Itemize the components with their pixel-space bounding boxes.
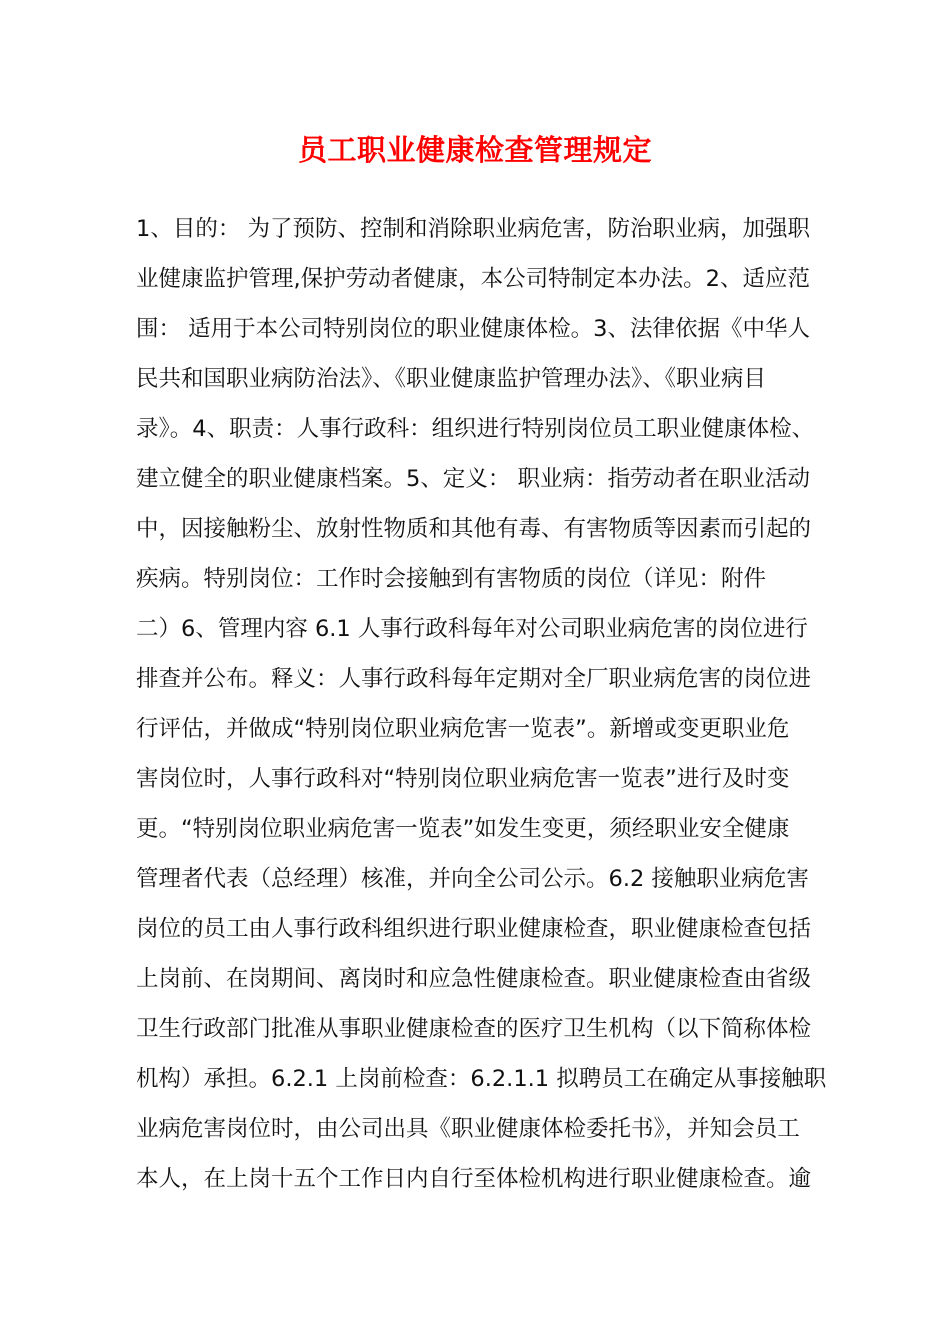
- body-line-7: 中，因接触粉尘、放射性物质和其他有毒、有害物质等因素而引起的: [136, 516, 812, 542]
- body-line-1: 1、目的： 为了预防、控制和消除职业病危害，防治职业病，加强职: [136, 216, 810, 242]
- body-line-10: 排查并公布。释义：人事行政科每年定期对全厂职业病危害的岗位进: [136, 666, 812, 692]
- body-line-6: 建立健全的职业健康档案。5、定义： 职业病：指劳动者在职业活动: [136, 466, 810, 492]
- body-line-15: 岗位的员工由人事行政科组织进行职业健康检查，职业健康检查包括: [136, 916, 812, 942]
- body-line-5: 录》。4、职责：人事行政科：组织进行特别岗位员工职业健康体检、: [136, 416, 815, 442]
- body-line-4: 民共和国职业病防治法》、《职业健康监护管理办法》、《职业病目: [136, 366, 767, 392]
- body-line-2: 业健康监护管理,保护劳动者健康，本公司特制定本办法。2、适应范: [136, 266, 810, 292]
- body-line-16: 上岗前、在岗期间、离岗时和应急性健康检查。职业健康检查由省级: [136, 966, 812, 992]
- body-line-8: 疾病。特别岗位：工作时会接触到有害物质的岗位（详见：附件: [136, 566, 767, 592]
- body-line-17: 卫生行政部门批准从事职业健康检查的医疗卫生机构（以下简称体检: [136, 1016, 812, 1042]
- body-line-19: 业病危害岗位时，由公司出具《职业健康体检委托书》，并知会员工: [136, 1116, 800, 1142]
- body-line-18: 机构）承担。6.2.1 上岗前检查：6.2.1.1 拟聘员工在确定从事接触职: [136, 1066, 827, 1092]
- body-line-13: 更。“特别岗位职业病危害一览表”如发生变更，须经职业安全健康: [136, 816, 790, 842]
- body-line-12: 害岗位时，人事行政科对“特别岗位职业病危害一览表”进行及时变: [136, 766, 790, 792]
- body-line-11: 行评估，并做成“特别岗位职业病危害一览表”。新增或变更职业危: [136, 716, 790, 742]
- body-line-14: 管理者代表（总经理）核准，并向全公司公示。6.2 接触职业病危害: [136, 866, 809, 892]
- document-body: [136, 204, 826, 1204]
- body-line-9: 二）6、管理内容 6.1 人事行政科每年对公司职业病危害的岗位进行: [136, 616, 808, 642]
- document-title: 员工职业健康检查管理规定: [297, 133, 652, 167]
- body-line-3: 围： 适用于本公司特别岗位的职业健康体检。3、法律依据《中华人: [136, 316, 810, 342]
- body-line-20: 本人，在上岗十五个工作日内自行至体检机构进行职业健康检查。逾: [136, 1166, 812, 1192]
